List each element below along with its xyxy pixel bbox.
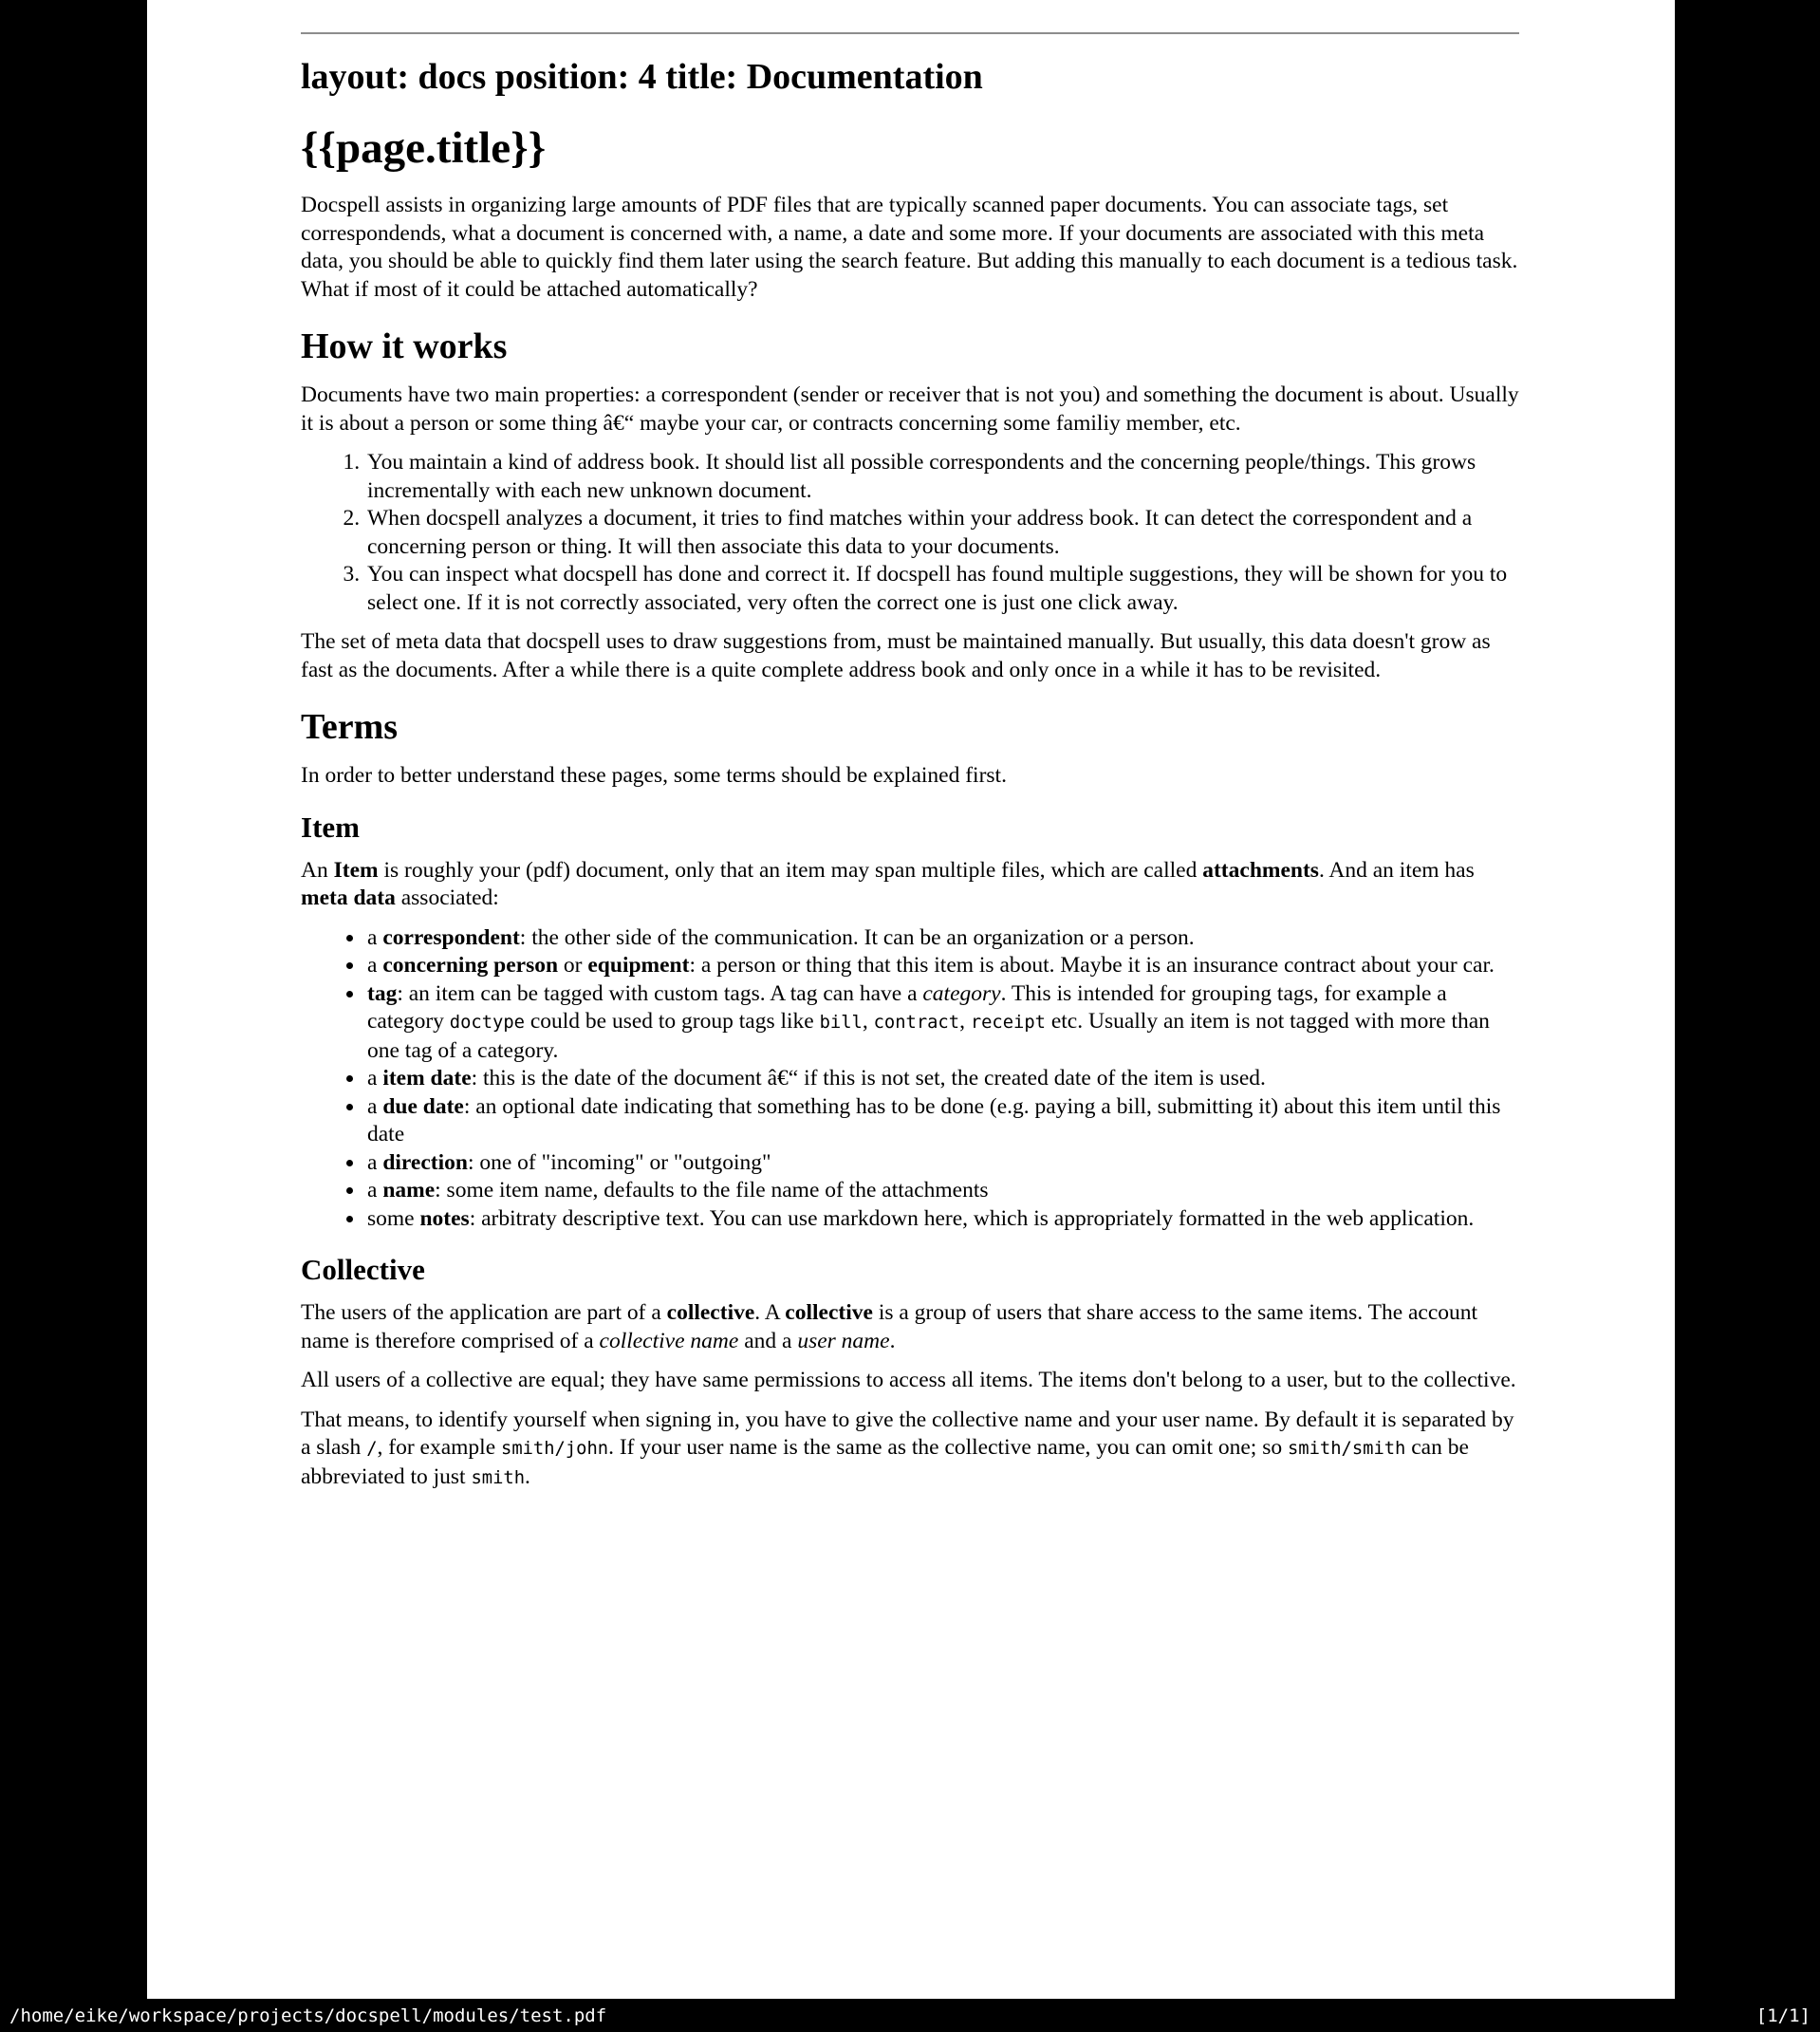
list-item (365, 1065, 1519, 1093)
text-run: An (301, 857, 334, 883)
text-run: a (367, 1178, 383, 1202)
text-run: Item (301, 810, 360, 844)
text-run: . (525, 1463, 530, 1489)
text-run: smith/john (501, 1439, 609, 1459)
pdf-page (147, 0, 1675, 1999)
metadata-maintenance-paragraph (301, 628, 1519, 684)
permissions-paragraph (301, 1367, 1519, 1395)
text-run: due date (382, 1093, 464, 1119)
text-run: or (558, 953, 588, 978)
text-run: etc. Usually an item is not tagged with more than one tag of a category. (367, 1009, 1490, 1063)
text-run: : an item can be tagged with custom tags. A tag can have a (397, 980, 923, 1006)
text-run: : this is the date of the document â€“ if this is not set, the created date of the item is used. (471, 1066, 1266, 1091)
list-item (365, 1093, 1519, 1149)
text-run: a (367, 953, 383, 978)
text-run: {{page.title}} (301, 123, 547, 173)
text-run: When docspell analyzes a document, it tries to find matches within your address book. It can detect the correspondent and a concerning person or thing. It will then associate this data to your documents. (367, 506, 1473, 559)
text-run: notes (419, 1205, 470, 1231)
text-run: contract (873, 1013, 960, 1033)
document-content (301, 0, 1519, 1503)
text-run: bill (819, 1013, 863, 1033)
text-run: item date (382, 1066, 472, 1091)
signin-paragraph (301, 1407, 1519, 1493)
text-run: user name (797, 1328, 890, 1353)
text-run: collective (785, 1300, 873, 1325)
text-run: a (367, 1149, 383, 1175)
list-item (365, 980, 1519, 1066)
text-run: category (922, 980, 1001, 1006)
item-definition-paragraph (301, 857, 1519, 913)
collective-heading (301, 1254, 1519, 1286)
text-run: a (367, 1093, 383, 1119)
text-run: is a group of users that share access to the same items. The account name is therefore comprised of a (301, 1300, 1478, 1353)
text-run: correspondent (382, 924, 520, 950)
text-run: That means, to identify yourself when signing in, you have to give the collective name and your user name. By default it is separated by a slash (301, 1407, 1514, 1460)
list-item (365, 1205, 1519, 1234)
collective-definition-paragraph (301, 1299, 1519, 1355)
text-run: associated: (395, 886, 499, 910)
properties-paragraph (301, 382, 1519, 438)
text-run: , for example (377, 1435, 502, 1460)
text-run: : an optional date indicating that something has to be done (e.g. paying a bill, submitting it) about this item until this date (367, 1093, 1501, 1146)
statusbar (0, 1999, 1820, 2032)
list-item (365, 1177, 1519, 1205)
text-run: : arbitraty descriptive text. You can use markdown here, which is appropriately formatted in the web application. (469, 1205, 1475, 1231)
frontmatter-divider (301, 32, 1519, 34)
text-run: attachments (1202, 857, 1319, 883)
text-run: Terms (301, 707, 399, 747)
text-run: . This is intended for grouping tags, for example a category (367, 980, 1447, 1034)
list-item (365, 952, 1519, 980)
text-run: smith/smith (1287, 1439, 1406, 1459)
page-title-heading (301, 123, 1519, 173)
text-run: : one of "incoming" or "outgoing" (467, 1149, 771, 1175)
text-run: name (382, 1178, 436, 1202)
text-run: tag (367, 980, 398, 1006)
text-run: You maintain a kind of address book. It should list all possible correspondents and the concerning people/things. This grows incrementally with each new unknown document. (367, 450, 1476, 503)
text-run: is roughly your (pdf) document, only that an item may span multiple files, which are called (378, 857, 1203, 883)
text-run: Item (333, 857, 379, 883)
text-run: concerning person (382, 953, 559, 978)
text-run: a (367, 924, 383, 950)
text-run: receipt (970, 1013, 1046, 1033)
text-run: How it works (301, 326, 508, 366)
how-it-works-heading (301, 326, 1519, 366)
text-run: collective (666, 1300, 755, 1325)
text-run: , (862, 1009, 874, 1034)
item-metadata-list (301, 924, 1519, 1234)
item-heading (301, 811, 1519, 844)
text-run: / (366, 1439, 378, 1459)
list-item (365, 449, 1519, 505)
text-run: and a (738, 1328, 798, 1353)
text-run: direction (382, 1149, 468, 1175)
text-run: equipment (587, 953, 690, 978)
terms-heading (301, 707, 1519, 747)
list-item (365, 1149, 1519, 1178)
text-run: some (367, 1205, 420, 1231)
list-item (365, 505, 1519, 561)
text-run: You can inspect what docspell has done and correct it. If docspell has found multiple suggestions, they will be shown for you to select one. If it is not correctly associated, very often the correct one is just one click away. (367, 562, 1508, 615)
text-run: . If your user name is the same as the collective name, you can omit one; so (608, 1435, 1288, 1460)
text-run: , (959, 1009, 971, 1034)
text-run: Docspell assists in organizing large amounts of PDF files that are typically scanned paper documents. You can associate tags, set correspondends, what a document is concerned with, a name, a date and some more. If your documents are associated with this meta data, you should be able to quickly find them later using the search feature. But adding this manually to each document is a tedious task. What if most of it could be attached automatically? (301, 193, 1518, 302)
text-run: . A (754, 1300, 786, 1325)
text-run: layout: docs position: 4 title: Documentation (301, 57, 983, 97)
text-run: : the other side of the communication. It can be an organization or a person. (519, 924, 1195, 950)
statusbar-page-indicator: [1/1] (1755, 2004, 1811, 2026)
intro-paragraph (301, 192, 1519, 304)
list-item (365, 924, 1519, 953)
text-run: Collective (301, 1253, 425, 1286)
text-run: can be abbreviated to just (301, 1435, 1469, 1489)
text-run: All users of a collective are equal; they have same permissions to access all items. The items don't belong to a user, but to the collective. (301, 1368, 1516, 1392)
text-run: The users of the application are part of a (301, 1300, 667, 1325)
statusbar-filepath: /home/eike/workspace/projects/docspell/modules/test.pdf (9, 2004, 607, 2026)
terms-intro-paragraph (301, 762, 1519, 791)
workflow-list (301, 449, 1519, 617)
text-run: could be used to group tags like (524, 1009, 820, 1034)
text-run: . And an item has (1318, 857, 1475, 883)
text-run: Documents have two main properties: a correspondent (sender or receiver that is not you) and something the document is about. Usually it is about a person or some thing â€“ maybe your car, or contracts concerning some familiy member, etc. (301, 382, 1519, 436)
text-run: a (367, 1066, 383, 1091)
frontmatter-heading (301, 57, 1519, 97)
text-run: collective name (599, 1328, 739, 1353)
text-run: : some item name, defaults to the file name of the attachments (435, 1178, 989, 1202)
text-run: doctype (449, 1013, 525, 1033)
text-run: smith (471, 1467, 526, 1488)
list-item (365, 561, 1519, 617)
text-run: In order to better understand these pages, some terms should be explained first. (301, 763, 1007, 788)
text-run: The set of meta data that docspell uses to draw suggestions from, must be maintained manually. But usually, this data doesn't grow as fast as the documents. After a while there is a quite complete address book and only once in a while it has to be revisited. (301, 629, 1491, 682)
text-run: meta data (301, 886, 396, 910)
text-run: : a person or thing that this item is about. Maybe it is an insurance contract about your car. (689, 953, 1495, 978)
text-run: . (889, 1328, 896, 1353)
